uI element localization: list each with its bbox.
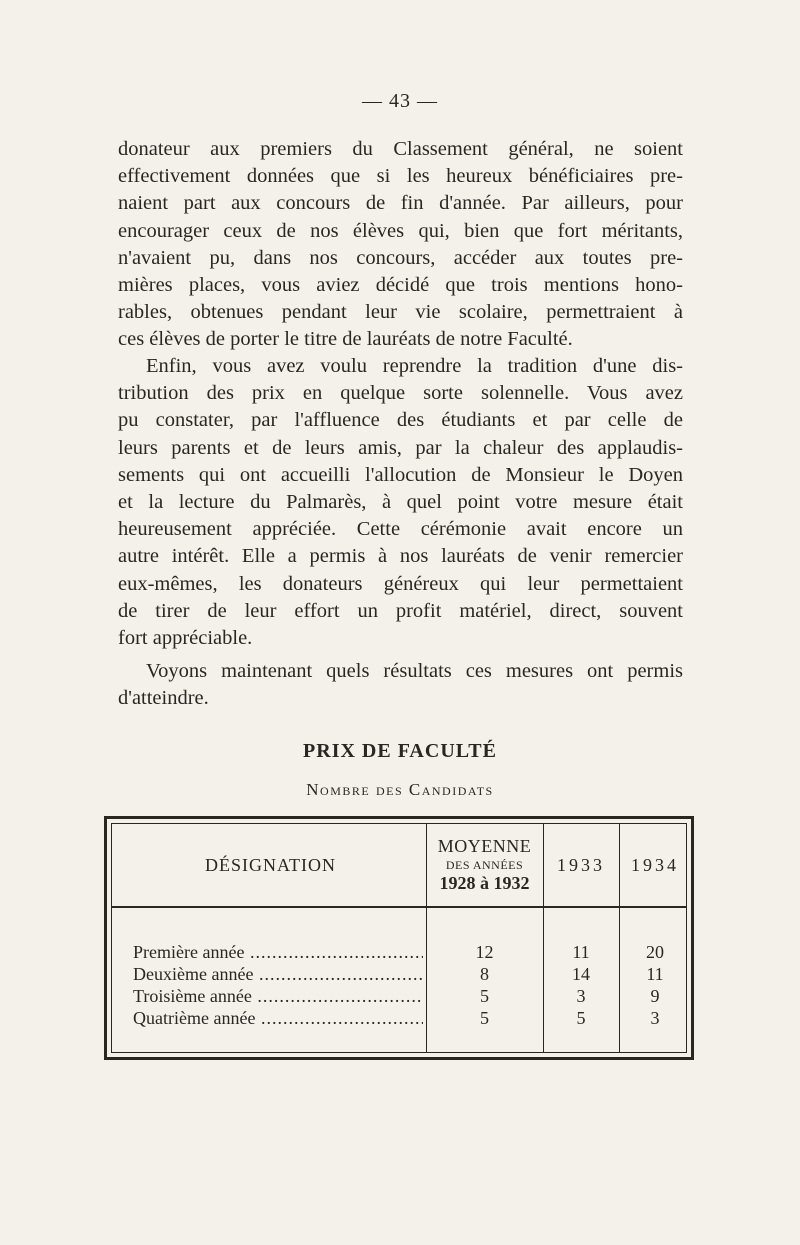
text-line: rables, obtenues pendant leur vie scolaire, permettraient à <box>118 301 683 324</box>
paragraph-3 <box>118 658 683 712</box>
text-line: donateur aux premiers du Classement général, ne soient <box>118 138 683 160</box>
text-line: n'avaient pu, dans nos concours, accéder aux toutes pre- <box>118 246 683 269</box>
text-line: de tirer de leur effort un profit matériel, direct, souvent <box>118 599 683 622</box>
table-row <box>115 985 690 1007</box>
row-label: Quatrième année ..... <box>133 1007 423 1029</box>
cell-1934: 20 <box>646 942 664 962</box>
table-row <box>115 963 690 985</box>
paragraph-2 <box>118 353 683 652</box>
cell-1933: 14 <box>572 964 590 984</box>
row-label: Troisième année ..... <box>133 985 423 1007</box>
cell-1933: 11 <box>572 942 590 962</box>
row-label: Première année ..... <box>133 941 423 963</box>
cell-1933: 5 <box>576 1008 586 1028</box>
page-number: — 43 — <box>362 90 438 112</box>
table-caption: Nombre des Candidats <box>306 780 494 799</box>
text-line: encourager ceux de nos élèves qui, bien que fort méritants, <box>118 219 683 242</box>
text-line: d'atteindre. <box>118 687 209 710</box>
column-divider <box>619 823 620 1053</box>
text-line: pu constater, par l'affluence des étudiants et par celle de <box>118 409 683 432</box>
cell-moyenne: 8 <box>480 964 489 984</box>
cell-1934: 3 <box>650 1008 660 1028</box>
text-line: leurs parents et de leurs amis, par la chaleur des applaudis- <box>118 436 683 459</box>
paragraph-1 <box>118 136 683 354</box>
text-line: Voyons maintenant quels résultats ces mesures ont permis <box>146 660 683 682</box>
cell-1933: 3 <box>576 986 586 1006</box>
cell-1934: 11 <box>646 964 664 984</box>
text-line: tribution des prix en quelque sorte solennelle. Vous avez <box>118 382 683 405</box>
text-line: sements qui ont accueilli l'allocution de Monsieur le Doyen <box>118 463 683 486</box>
table-row <box>115 941 690 963</box>
text-line: fort appréciable. <box>118 627 253 650</box>
header-year-1934: 1934 <box>631 854 679 875</box>
text-line: ces élèves de porter le titre de lauréats de notre Faculté. <box>118 328 573 351</box>
text-line: autre intérêt. Elle a permis à nos lauréats de venir remercier <box>118 545 683 568</box>
text-line: mières places, vous aviez décidé que trois mentions hono- <box>118 274 683 297</box>
header-year-1933: 1933 <box>557 854 605 875</box>
text-line: naient part aux concours de fin d'année. Par ailleurs, pour <box>118 192 683 215</box>
cell-1934: 9 <box>650 986 660 1006</box>
cell-moyenne: 5 <box>480 986 489 1006</box>
section-title: PRIX DE FACULTÉ <box>303 740 497 762</box>
text-line: eux-mêmes, les donateurs généreux qui leur permettaient <box>118 572 683 595</box>
text-line: heureusement appréciée. Cette cérémonie avait encore un <box>118 518 683 541</box>
header-moyenne-line1: MOYENNE <box>437 836 532 856</box>
header-moyenne <box>427 825 542 905</box>
text-line: Enfin, vous avez voulu reprendre la tradition d'une dis- <box>146 355 683 377</box>
cell-moyenne: 12 <box>475 942 494 962</box>
column-divider <box>543 823 544 1053</box>
text-line: et la lecture du Palmarès, à quel point votre mesure était <box>118 491 683 514</box>
row-label: Deuxième année ..... <box>133 963 423 985</box>
text-line: effectivement données que si les heureux bénéficiaires pre- <box>118 165 683 188</box>
candidates-table <box>104 816 694 1060</box>
cell-moyenne: 5 <box>480 1008 489 1028</box>
table-row <box>115 1007 690 1029</box>
header-moyenne-line2: DES ANNÉES <box>445 858 524 872</box>
header-moyenne-line3: 1928 à 1932 <box>439 873 530 893</box>
header-rule <box>111 906 687 908</box>
column-divider <box>426 823 427 1053</box>
header-designation: DÉSIGNATION <box>205 854 336 875</box>
